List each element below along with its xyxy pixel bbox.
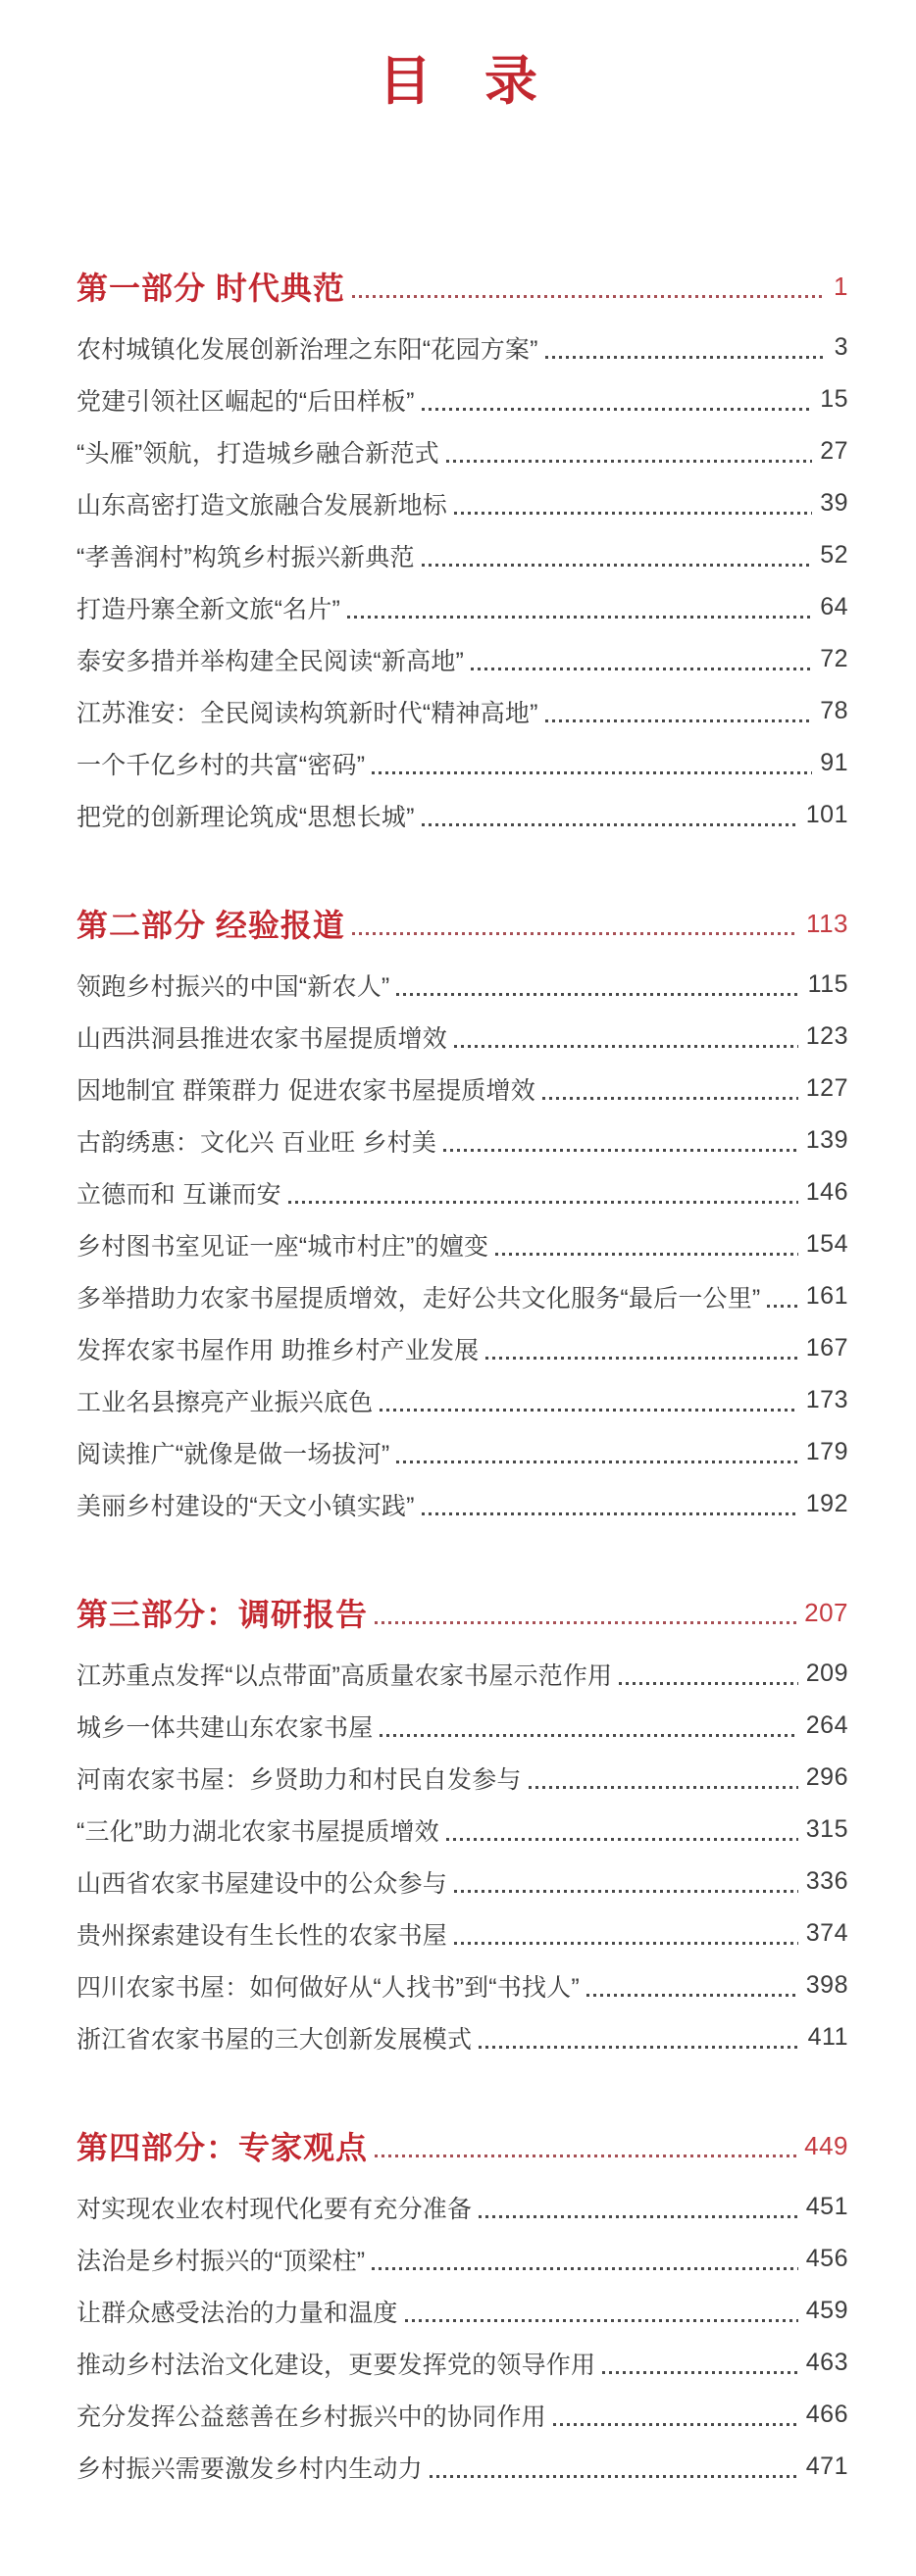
dotted-leader [375,2155,796,2157]
entry-page-number: 167 [805,1334,848,1362]
entry-title: 领跑乡村振兴的中国“新农人” [76,972,390,1001]
entry-page-number: 459 [805,2297,848,2325]
entry-page-number: 52 [820,541,848,570]
entry-title: 打造丹寨全新文旅“名片” [76,595,341,623]
toc-entry-row [76,1166,848,1218]
toc-entry-row [76,1115,848,1166]
entry-page-number: 179 [805,1438,848,1466]
section-heading: 第三部分：调研报告 [76,1597,369,1633]
entry-title: 立德而和 互谦而安 [76,1180,281,1209]
toc-entry-row [76,1270,848,1322]
entry-page-number: 296 [805,1763,848,1792]
entry-title: 对实现农业农村现代化要有充分准备 [76,2195,473,2223]
dotted-leader [396,993,799,996]
toc-entry-row [76,2011,848,2063]
toc-entry-row [76,425,848,477]
dotted-leader [542,1097,798,1100]
entry-title: 河南农家书屋：乡贤助力和村民自发参与 [76,1765,522,1794]
dotted-leader [422,408,813,411]
entry-title: 法治是乡村振兴的“顶梁柱” [76,2247,366,2275]
entry-title: 贵州探索建设有生长性的农家书屋 [76,1921,448,1950]
entry-page-number: 154 [805,1230,848,1259]
entry-page-number: 451 [805,2193,848,2221]
entry-title: 乡村振兴需要激发乡村内生动力 [76,2454,423,2483]
dotted-leader [380,1734,797,1737]
toc-entry-row [76,477,848,529]
section-heading-row [76,259,848,314]
entry-page-number: 374 [805,1919,848,1948]
section-page-number: 1 [834,271,848,301]
dotted-leader [446,460,812,463]
dotted-leader [454,512,812,515]
entry-title: 城乡一体共建山东农家书屋 [76,1713,374,1742]
section-entries [76,2181,848,2493]
dotted-leader [396,1461,797,1463]
toc-entry-row [76,1907,848,1959]
toc-entry-row [76,1856,848,1907]
toc-entry-row [76,685,848,737]
toc-entry-row [76,633,848,685]
entry-page-number: 146 [805,1178,848,1207]
entry-title: “三化”助力湖北农家书屋提质增效 [76,1817,439,1846]
dotted-leader [405,2319,798,2322]
entry-page-number: 161 [805,1282,848,1311]
toc-entry-row [76,959,848,1011]
entry-page-number: 27 [820,437,848,466]
dotted-leader [380,1409,797,1412]
dotted-leader [372,771,812,774]
dotted-leader [479,2046,799,2049]
entry-page-number: 456 [805,2245,848,2273]
toc-entry-row [76,1426,848,1478]
entry-page-number: 411 [807,2023,848,2052]
entry-page-number: 78 [820,697,848,725]
section-entries [76,959,848,1530]
toc-entry-row [76,2233,848,2285]
entry-page-number: 115 [807,970,848,999]
toc-entry-row [76,2337,848,2389]
entry-title: 把党的创新理论筑成“思想长城” [76,803,415,831]
entry-title: “头雁”领航，打造城乡融合新范式 [76,439,439,468]
dotted-leader [443,1149,798,1152]
section-page-number: 207 [804,1597,848,1627]
entry-title: 山东高密打造文旅融合发展新地标 [76,491,448,520]
page-title: 目 录 [379,52,537,111]
entry-title: 推动乡村法治文化建设，更要发挥党的领导作用 [76,2351,596,2379]
entry-title: 美丽乡村建设的“天文小镇实践” [76,1492,415,1520]
entry-page-number: 139 [805,1126,848,1155]
entry-title: 古韵绣惠：文化兴 百业旺 乡村美 [76,1128,437,1157]
dotted-leader [347,616,812,619]
entry-page-number: 398 [805,1971,848,2000]
entry-title: 因地制宜 群策群力 促进农家书屋提质增效 [76,1076,535,1105]
entry-page-number: 264 [805,1711,848,1740]
entry-page-number: 463 [805,2349,848,2377]
section-entries [76,1648,848,2063]
dotted-leader [352,932,798,935]
dotted-leader [485,1357,797,1360]
entry-page-number: 192 [805,1490,848,1518]
entry-page-number: 127 [805,1074,848,1103]
entry-page-number: 64 [820,593,848,621]
entry-title: 泰安多措并举构建全民阅读“新高地” [76,647,465,675]
toc-entry-row [76,373,848,425]
section-heading: 第一部分 时代典范 [76,271,345,307]
dotted-leader [471,668,812,670]
entry-title: 党建引领社区崛起的“后田样板” [76,387,415,416]
toc-entry-row [76,737,848,789]
entry-page-number: 209 [805,1660,848,1688]
section-heading: 第二部分 经验报道 [76,908,345,944]
entry-title: 农村城镇化发展创新治理之东阳“花园方案” [76,335,538,364]
section-entries [76,322,848,841]
toc-entry-row [76,2389,848,2441]
dotted-leader [619,1682,798,1685]
toc-entry-row [76,789,848,841]
entry-page-number: 315 [805,1815,848,1844]
dotted-leader [446,1838,798,1841]
toc-section [76,259,848,841]
toc-section [76,896,848,1530]
entry-title: 充分发挥公益慈善在乡村振兴中的协同作用 [76,2403,546,2431]
toc-entry-row [76,1478,848,1530]
entry-title: 让群众感受法治的力量和温度 [76,2299,398,2327]
toc-entry-row [76,1063,848,1115]
entry-title: 一个千亿乡村的共富“密码” [76,751,366,779]
entry-page-number: 72 [820,645,848,673]
section-heading-row [76,1585,848,1640]
dotted-leader [422,823,798,826]
entry-page-number: 123 [805,1022,848,1051]
dotted-leader [454,1045,798,1048]
entry-page-number: 3 [834,333,848,362]
entry-title: 工业名县擦亮产业振兴底色 [76,1388,374,1416]
dotted-leader [767,1305,797,1308]
toc-entry-row [76,1374,848,1426]
toc-entry-row [76,581,848,633]
entry-title: 江苏重点发挥“以点带面”高质量农家书屋示范作用 [76,1661,613,1690]
entry-page-number: 466 [805,2401,848,2429]
entry-page-number: 15 [820,385,848,414]
dotted-leader [352,295,826,298]
toc-entry-row [76,1959,848,2011]
entry-title: 山西洪洞县推进农家书屋提质增效 [76,1024,448,1053]
toc-entry-row [76,1322,848,1374]
entry-title: 四川农家书屋：如何做好从“人找书”到“书找人” [76,1973,580,2002]
toc-entry-row [76,2441,848,2493]
toc-entry-row [76,2181,848,2233]
entry-page-number: 91 [820,749,848,777]
dotted-leader [422,1512,798,1515]
toc-entry-row [76,1752,848,1804]
entry-title: 阅读推广“就像是做一场拔河” [76,1440,390,1468]
toc-entry-row [76,1804,848,1856]
toc-entry-row [76,1648,848,1700]
dotted-leader [586,1994,798,1997]
dotted-leader [479,2215,798,2218]
dotted-leader [602,2371,798,2374]
dotted-leader [553,2423,798,2426]
entry-title: 浙江省农家书屋的三大创新发展模式 [76,2025,473,2054]
toc-entry-row [76,2285,848,2337]
toc-section [76,1585,848,2063]
dotted-leader [529,1786,798,1789]
entry-page-number: 173 [805,1386,848,1414]
entry-title: 多举措助力农家书屋提质增效，走好公共文化服务“最后一公里” [76,1284,761,1313]
entry-title: “孝善润村”构筑乡村振兴新典范 [76,543,415,571]
dotted-leader [288,1201,798,1204]
toc-content [0,259,916,2493]
dotted-leader [430,2475,798,2478]
dotted-leader [422,564,813,567]
section-heading-row [76,2118,848,2173]
dotted-leader [545,356,827,359]
toc-entry-row [76,1218,848,1270]
section-heading-row [76,896,848,951]
entry-title: 乡村图书室见证一座“城市村庄”的嬗变 [76,1232,489,1261]
entry-page-number: 39 [820,489,848,518]
dotted-leader [372,2267,798,2270]
toc-section [76,2118,848,2493]
entry-title: 山西省农家书屋建设中的公众参与 [76,1869,448,1898]
section-page-number: 113 [806,908,848,938]
dotted-leader [454,1942,798,1945]
entry-title: 发挥农家书屋作用 助推乡村产业发展 [76,1336,480,1364]
entry-page-number: 336 [805,1867,848,1896]
toc-entry-row [76,322,848,373]
section-heading: 第四部分：专家观点 [76,2130,369,2166]
toc-entry-row [76,1700,848,1752]
dotted-leader [375,1621,796,1624]
toc-entry-row [76,529,848,581]
dotted-leader [495,1253,798,1256]
dotted-leader [454,1890,798,1893]
entry-title: 江苏淮安：全民阅读构筑新时代“精神高地” [76,699,538,727]
entry-page-number: 101 [805,801,848,829]
entry-page-number: 471 [805,2452,848,2481]
toc-entry-row [76,1011,848,1063]
section-page-number: 449 [804,2130,848,2160]
dotted-leader [545,719,813,722]
